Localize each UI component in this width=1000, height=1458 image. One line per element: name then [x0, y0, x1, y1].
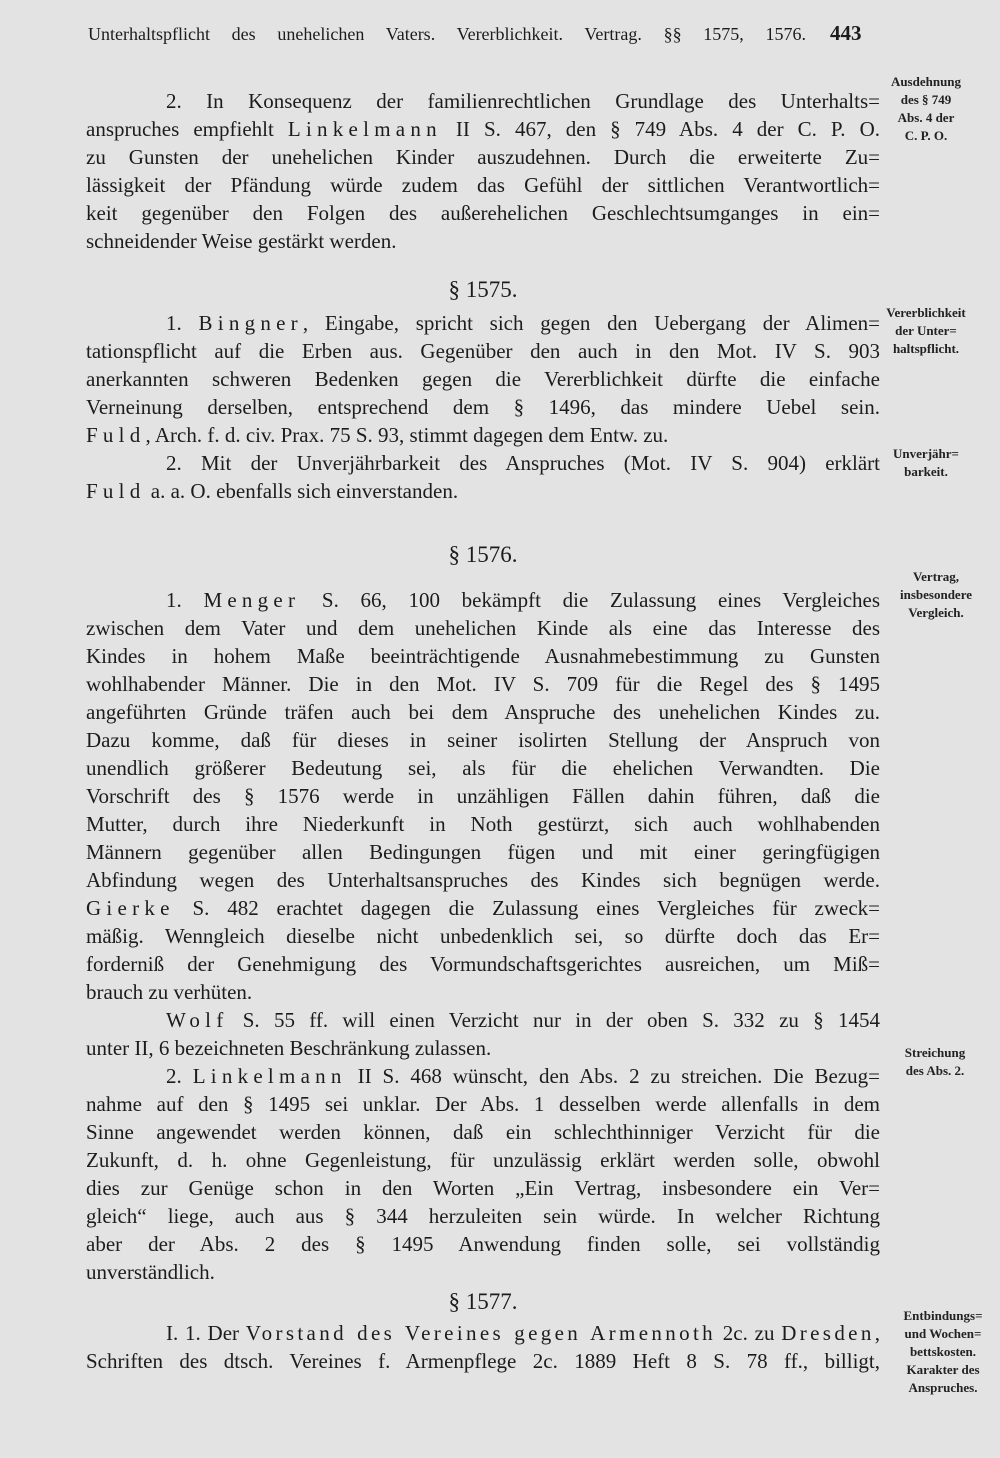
margin-note-line: des § 749	[900, 92, 952, 107]
text-line: brauch zu verhüten.	[86, 980, 253, 1004]
text-line	[86, 115, 880, 143]
text-line: nahme auf den § 1495 sei unklar. Der Abs. 1 desselben werde allenfalls in dem	[86, 1092, 880, 1116]
text-line: unter II, 6 bezeichneten Beschränkung zulassen.	[86, 1036, 492, 1060]
text-run: 2.	[166, 1064, 193, 1088]
margin-note	[880, 568, 992, 622]
text-line: Verneinung derselben, entsprechend dem § 1496, das mindere Uebel sein.	[86, 395, 880, 419]
text-run: anspruches empfiehlt	[86, 117, 288, 141]
text-line: gleich“ liege, auch aus § 344 herzuleiten sein würde. In welcher Richtung	[86, 1204, 880, 1228]
section-heading-1576: § 1576.	[448, 542, 518, 567]
spaced-name: Menger	[203, 588, 301, 612]
text-block-1576	[86, 586, 880, 1286]
text-line: aber der Abs. 2 des § 1495 Anwendung finden solle, sei vollständig	[86, 1232, 880, 1256]
spaced-name: Vorstand des Vereines gegen Armennoth	[245, 1321, 717, 1345]
text-run: S. 482 erachtet dagegen die Zulassung eines Vergleiches für zweck=	[174, 896, 880, 920]
text-run: a. a. O. ebenfalls sich einverstanden.	[145, 479, 459, 503]
text-run: S. 66, 100 bekämpft die Zulassung eines Vergleiches	[300, 588, 881, 612]
text-run: S. 55 ff. will einen Verzicht nur in der oben S. 332 zu § 1454	[228, 1008, 880, 1032]
text-line: schneidender Weise gestärkt werden.	[86, 229, 397, 253]
text-run: 1.	[166, 311, 199, 335]
text-line	[166, 1006, 880, 1034]
text-line: Zukunft, d. h. ohne Gegenleistung, für unzulässig erklärt werden solle, obwohl	[86, 1148, 880, 1172]
paragraph	[86, 87, 880, 255]
text-line	[86, 477, 880, 505]
margin-note-line: insbesondere	[900, 587, 972, 602]
margin-note-line: bettskosten.	[909, 1344, 977, 1359]
text-line: zwischen dem Vater und dem unehelichen Kinde als eine das Interesse des	[86, 616, 880, 640]
text-line: 2. In Konsequenz der familienrechtlichen Grundlage des Unterhalts=	[166, 89, 880, 113]
section-heading-1575: § 1575.	[448, 277, 518, 302]
text-run: II S. 468 wünscht, den Abs. 2 zu streichen. Die Bezug=	[346, 1064, 881, 1088]
paragraph	[86, 449, 880, 505]
text-line: Männern gegenüber allen Bedingungen fügen und mit einer geringfügigen	[86, 840, 880, 864]
spaced-name: Bingner	[198, 311, 303, 335]
spaced-name: Linkelmann	[192, 1064, 347, 1088]
text-line	[166, 309, 880, 337]
text-run: 1.	[166, 588, 204, 612]
text-block-1575	[86, 309, 880, 505]
text-run: I. 1. Der	[166, 1321, 246, 1345]
text-run: , Eingabe, spricht sich gegen den Uebergang der Alimen=	[302, 311, 880, 335]
margin-note-line: der Unter=	[895, 323, 957, 338]
text-line: wohlhabender Männer. Die in den Mot. IV S. 709 für die Regel des § 1495	[86, 672, 880, 696]
margin-note	[888, 1307, 998, 1397]
paragraph	[86, 1062, 880, 1286]
text-run: 2c. zu	[716, 1321, 782, 1345]
text-line: zu Gunsten der unehelichen Kinder auszudehnen. Durch die erweiterte Zu=	[86, 145, 880, 169]
margin-note-line: des Abs. 2.	[905, 1063, 965, 1078]
margin-note-line: Streichung	[904, 1045, 966, 1060]
margin-note-line: Karakter des	[906, 1362, 980, 1377]
text-line: keit gegenüber den Folgen des außerehelichen Geschlechtsumganges in ein=	[86, 201, 880, 225]
margin-note-line: Anspruches.	[908, 1380, 978, 1395]
paragraph	[86, 309, 880, 449]
margin-note	[878, 445, 974, 481]
text-line: anerkannten schweren Bedenken gegen die Vererblichkeit dürfte die einfache	[86, 367, 880, 391]
margin-note	[878, 73, 974, 145]
margin-note-line: haltspflicht.	[892, 341, 960, 356]
margin-note-line: C. P. O.	[904, 128, 948, 143]
text-line	[166, 1319, 880, 1347]
margin-note-line: und Wochen=	[904, 1326, 982, 1341]
paragraph	[86, 1006, 880, 1062]
text-line: lässigkeit der Pfändung würde zudem das Gefühl der sittlichen Verantwortlich=	[86, 173, 880, 197]
margin-note	[878, 304, 974, 358]
text-line: unverständlich.	[86, 1260, 215, 1284]
text-block-1577	[86, 1319, 880, 1375]
running-title: Unterhaltspflicht des unehelichen Vaters. Vererblichkeit. Vertrag. §§ 1575, 1576.	[88, 24, 806, 44]
text-line	[86, 421, 880, 449]
text-line	[166, 1062, 880, 1090]
spaced-name: Gierke	[86, 896, 175, 920]
section-heading-1577: § 1577.	[448, 1289, 518, 1314]
spaced-name: Fuld	[86, 423, 146, 447]
text-line: Schriften des dtsch. Vereines f. Armenpflege 2c. 1889 Heft 8 S. 78 ff., billigt,	[86, 1349, 880, 1373]
text-line: angeführten Gründe träfen auch bei dem Anspruche des unehelichen Kindes zu.	[86, 700, 880, 724]
text-line: Sinne angewendet werden können, daß ein schlechthinniger Verzicht für die	[86, 1120, 880, 1144]
text-run: ,	[874, 1321, 880, 1345]
page-number: 443	[830, 21, 862, 45]
text-line: Kindes in hohem Maße beeinträchtigende Ausnahmebestimmung zu Gunsten	[86, 644, 880, 668]
text-line	[166, 586, 880, 614]
text-line: dies zur Genüge schon in den Worten „Ein Vertrag, insbesondere ein Ver=	[86, 1176, 880, 1200]
spaced-name: Dresden	[781, 1321, 875, 1345]
margin-note-line: Entbindungs=	[903, 1308, 983, 1323]
text-line: mäßig. Wenngleich dieselbe nicht unbedenklich sei, so dürfte doch das Er=	[86, 924, 880, 948]
margin-note-line: Vergleich.	[908, 605, 964, 620]
text-run: II S. 467, den § 749 Abs. 4 der C. P. O.	[441, 117, 880, 141]
paragraph	[86, 586, 880, 1006]
margin-note-line: Vertrag,	[912, 569, 960, 584]
text-line: Dazu komme, daß für dieses in seiner isolirten Stellung der Anspruch von	[86, 728, 880, 752]
margin-note-line: Ausdehnung	[890, 74, 962, 89]
text-line: Abfindung wegen des Unterhaltsanspruches des Kindes sich begnügen werde.	[86, 868, 880, 892]
margin-note-line: Unverjähr=	[893, 446, 959, 461]
spaced-name: Wolf	[166, 1008, 229, 1032]
margin-note-line: Abs. 4 der	[897, 110, 955, 125]
paragraph	[86, 1319, 880, 1375]
text-line	[86, 894, 880, 922]
text-block-intro	[86, 87, 880, 255]
text-line: 2. Mit der Unverjährbarkeit des Anspruches (Mot. IV S. 904) erklärt	[166, 451, 880, 475]
margin-note	[885, 1044, 985, 1080]
text-line: Mutter, durch ihre Niederkunft in Noth gestürzt, sich auch wohlhabenden	[86, 812, 880, 836]
text-line: forderniß der Genehmigung des Vormundschaftsgerichtes ausreichen, um Miß=	[86, 952, 880, 976]
margin-note-line: barkeit.	[904, 464, 948, 479]
text-line: unendlich größerer Bedeutung sei, als für die ehelichen Verwandten. Die	[86, 756, 880, 780]
text-line: tationspflicht auf die Erben aus. Gegenüber den auch in den Mot. IV S. 903	[86, 339, 880, 363]
spaced-name: Linkelmann	[287, 117, 442, 141]
spaced-name: Fuld	[86, 479, 146, 503]
text-line: Vorschrift des § 1576 werde in unzähligen Fällen dahin führen, daß die	[86, 784, 880, 808]
margin-note-line: Vererblichkeit	[886, 305, 966, 320]
text-run: , Arch. f. d. civ. Prax. 75 S. 93, stimmt dagegen dem Entw. zu.	[145, 423, 669, 447]
